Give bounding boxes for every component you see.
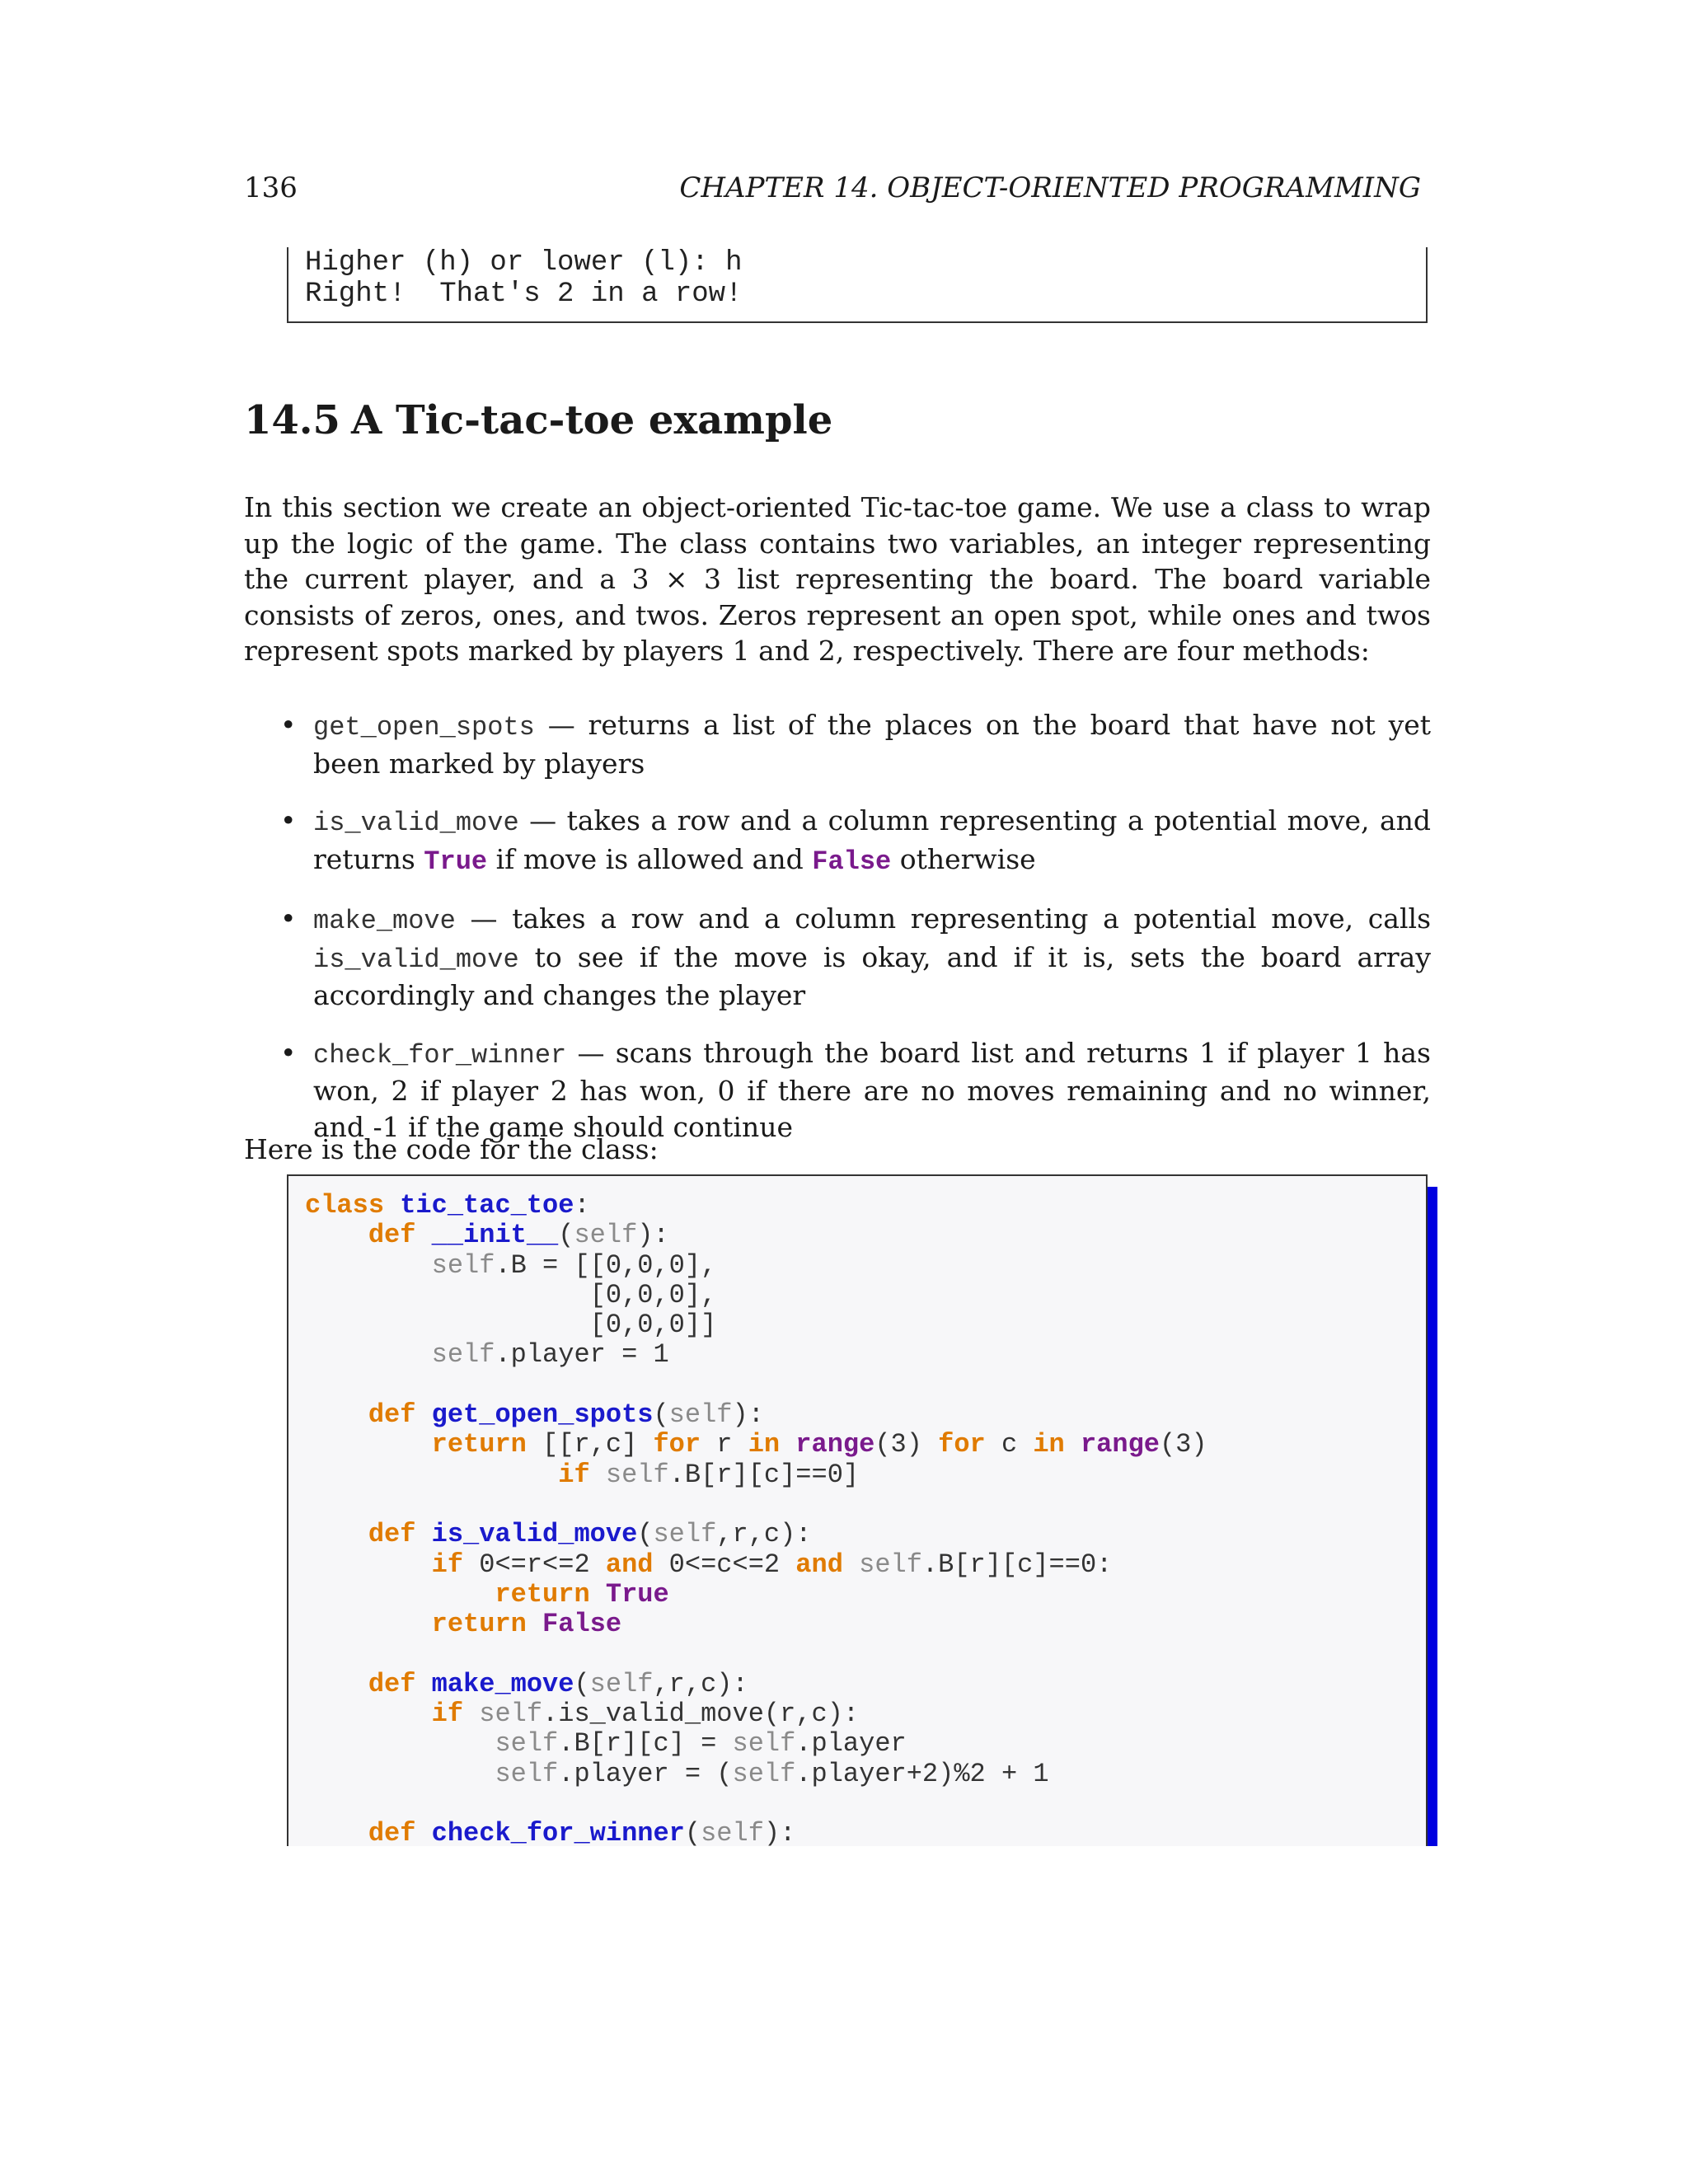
code-keyword: def — [368, 1399, 432, 1431]
code-line — [305, 1281, 1426, 1310]
code-line — [305, 1221, 1426, 1250]
code-line — [305, 1610, 1426, 1639]
code-text: ): — [732, 1399, 764, 1431]
code-self: self — [701, 1818, 764, 1849]
method-description: — takes a row and a column representing a potential move, calls — [455, 902, 1431, 935]
code-text — [590, 1579, 606, 1610]
code-keyword: and — [795, 1549, 843, 1580]
code-text: ): — [763, 1818, 796, 1849]
code-text: .B = [[0,0,0], — [495, 1249, 717, 1281]
code-line — [305, 1460, 1426, 1490]
code-text: r — [701, 1429, 748, 1460]
code-text — [590, 1460, 606, 1490]
code-self: self — [431, 1339, 495, 1371]
code-line — [305, 1310, 1426, 1340]
code-builtin: range — [1080, 1429, 1160, 1460]
code-keyword: class — [305, 1190, 401, 1221]
code-line — [305, 1340, 1426, 1370]
code-text: 0<=r<=2 — [463, 1549, 606, 1580]
code-keyword: if — [431, 1699, 464, 1730]
method-reference: is_valid_move — [313, 944, 519, 975]
code-text — [305, 1460, 558, 1490]
code-line — [305, 1670, 1426, 1699]
code-line — [305, 1400, 1426, 1430]
code-text — [305, 1549, 432, 1580]
code-keyword: for — [938, 1429, 986, 1460]
code-text: .B[r][c] = — [558, 1728, 733, 1760]
code-keyword: def — [368, 1818, 432, 1849]
section-title: A Tic-tac-toe example — [351, 397, 833, 443]
code-keyword: def — [368, 1668, 432, 1699]
code-text: ,r,c): — [716, 1519, 812, 1550]
code-intro-text: Here is the code for the class: — [244, 1133, 659, 1165]
code-text: c — [985, 1429, 1034, 1460]
code-self: self — [431, 1249, 495, 1281]
code-text — [780, 1429, 795, 1460]
code-self: self — [653, 1519, 717, 1550]
code-line — [305, 1430, 1426, 1460]
bullet-icon: • — [280, 709, 297, 741]
section-heading — [244, 396, 832, 445]
bullet-icon: • — [280, 804, 297, 837]
method-name: check_for_winner — [313, 1039, 567, 1071]
code-text: 0<=c<=2 — [653, 1549, 796, 1580]
code-keyword: for — [653, 1429, 701, 1460]
method-name: make_move — [313, 906, 456, 936]
code-keyword: return — [431, 1609, 527, 1640]
list-item — [280, 901, 1431, 1014]
code-builtin: range — [795, 1429, 875, 1460]
method-list — [280, 707, 1431, 1166]
code-keyword: def — [368, 1519, 432, 1550]
method-description: otherwise — [891, 842, 1036, 875]
code-text — [305, 1728, 495, 1759]
code-line — [305, 1520, 1426, 1549]
code-text: .B[r][c]==0: — [921, 1549, 1113, 1580]
code-identifier: tic_tac_toe — [400, 1190, 574, 1221]
code-text — [305, 1579, 495, 1610]
code-text: .is_valid_move(r,c): — [542, 1699, 860, 1730]
true-constant: True — [424, 846, 488, 877]
code-text: ( — [684, 1818, 701, 1849]
code-text: ): — [637, 1220, 669, 1251]
code-text: .player = ( — [558, 1758, 733, 1789]
code-text: .player — [795, 1728, 907, 1760]
code-text: ( — [558, 1220, 574, 1251]
code-box — [287, 1174, 1428, 1849]
top-code-line: Right! That's 2 in a row! — [305, 279, 743, 310]
code-text — [305, 1759, 495, 1789]
code-line — [305, 1251, 1426, 1281]
list-item — [280, 1035, 1431, 1146]
code-text — [305, 1699, 432, 1729]
code-text: [[r,c] — [526, 1429, 654, 1460]
code-text: ( — [574, 1668, 590, 1699]
code-line — [305, 1819, 1426, 1849]
code-keyword: and — [605, 1549, 654, 1580]
top-code-box — [287, 247, 1428, 323]
code-self: self — [589, 1668, 654, 1699]
code-keyword: return — [431, 1429, 527, 1460]
section-number: 14.5 — [244, 397, 340, 443]
method-description: — takes a row and a column representing a potential move, and returns — [313, 804, 1431, 875]
code-text: : — [574, 1190, 590, 1221]
code-text — [305, 1399, 368, 1430]
code-identifier: is_valid_move — [431, 1519, 638, 1550]
code-line — [305, 1490, 1426, 1520]
code-identifier: make_move — [431, 1668, 574, 1699]
code-text — [463, 1699, 479, 1729]
code-keyword: in — [1033, 1429, 1065, 1460]
code-builtin: True — [605, 1578, 669, 1610]
page-number: 136 — [244, 171, 298, 204]
code-self: self — [732, 1728, 796, 1760]
code-self: self — [605, 1459, 669, 1490]
bullet-icon: • — [280, 902, 297, 935]
intro-paragraph: In this section we create an object-oriented Tic-tac-toe game. We use a class to wrap up the logic of the game. The class contains two variables, an integer representing the current player, and a 3 × 3 list representing the board. The board variable consists of zeros, ones, and twos. Zeros represent an open spot, while ones and twos represent spots marked by players 1 and 2, respectively. There are four methods: — [244, 491, 1431, 667]
code-text — [527, 1609, 542, 1639]
code-line — [305, 1729, 1426, 1759]
top-code-line: Higher (h) or lower (l): h — [305, 247, 743, 279]
code-keyword: in — [748, 1429, 781, 1460]
code-self: self — [574, 1220, 638, 1251]
code-self: self — [479, 1699, 543, 1730]
code-text: .B[r][c]==0] — [668, 1459, 860, 1490]
code-text: ( — [637, 1519, 654, 1550]
code-line — [305, 1699, 1426, 1729]
code-text — [843, 1549, 859, 1580]
code-line — [305, 1191, 1426, 1221]
code-text — [305, 1429, 432, 1460]
code-self: self — [859, 1549, 922, 1580]
code-keyword: if — [431, 1549, 464, 1580]
method-name: get_open_spots — [313, 712, 535, 743]
code-text — [305, 1519, 368, 1549]
code-line — [305, 1789, 1426, 1819]
code-text: ,r,c): — [653, 1668, 748, 1699]
code-line — [305, 1371, 1426, 1400]
list-item — [280, 707, 1431, 781]
code-keyword: if — [558, 1459, 590, 1490]
code-identifier: get_open_spots — [431, 1399, 654, 1431]
code-text — [305, 1609, 432, 1639]
code-self: self — [732, 1758, 796, 1789]
code-text: .player = 1 — [495, 1339, 669, 1371]
code-self: self — [668, 1399, 733, 1431]
code-text — [305, 1250, 432, 1281]
code-keyword: def — [368, 1220, 432, 1251]
code-text: ( — [653, 1399, 669, 1431]
code-text — [305, 1339, 432, 1370]
code-identifier: check_for_winner — [431, 1818, 685, 1849]
method-name: is_valid_move — [313, 808, 519, 838]
code-line — [305, 1760, 1426, 1789]
running-head: CHAPTER 14. OBJECT-ORIENTED PROGRAMMING — [679, 171, 1421, 204]
code-text — [305, 1220, 368, 1250]
code-line — [305, 1550, 1426, 1580]
code-keyword: return — [495, 1578, 590, 1610]
code-text: .player+2)%2 + 1 — [795, 1758, 1049, 1789]
list-item — [280, 803, 1431, 879]
code-line — [305, 1639, 1426, 1669]
code-line — [305, 1580, 1426, 1610]
code-text — [305, 1818, 368, 1849]
code-self: self — [495, 1728, 559, 1760]
method-description: — scans through the board list and returns 1 if player 1 has won, 2 if player 2 has won, 0 if there are no moves remaining and no winner, and -1 if the game should continue — [313, 1036, 1431, 1143]
code-builtin: False — [542, 1609, 622, 1640]
code-self: self — [495, 1758, 559, 1789]
false-constant: False — [812, 846, 892, 877]
method-description: to see if the move is okay, and if it is, sets the board array accordingly and changes the player — [313, 940, 1431, 1011]
code-identifier: __init__ — [431, 1220, 559, 1251]
code-text: (3) — [874, 1429, 939, 1460]
code-text: [0,0,0], — [305, 1279, 717, 1310]
method-description: — returns a list of the places on the board that have not yet been marked by players — [313, 709, 1431, 780]
code-text — [1065, 1429, 1081, 1460]
code-accent-bar — [1428, 1187, 1437, 1846]
code-text — [305, 1669, 368, 1699]
method-description: if move is allowed and — [487, 842, 813, 875]
bullet-icon: • — [280, 1036, 297, 1069]
code-text: [0,0,0]] — [305, 1310, 717, 1341]
code-text: (3) — [1159, 1429, 1207, 1460]
